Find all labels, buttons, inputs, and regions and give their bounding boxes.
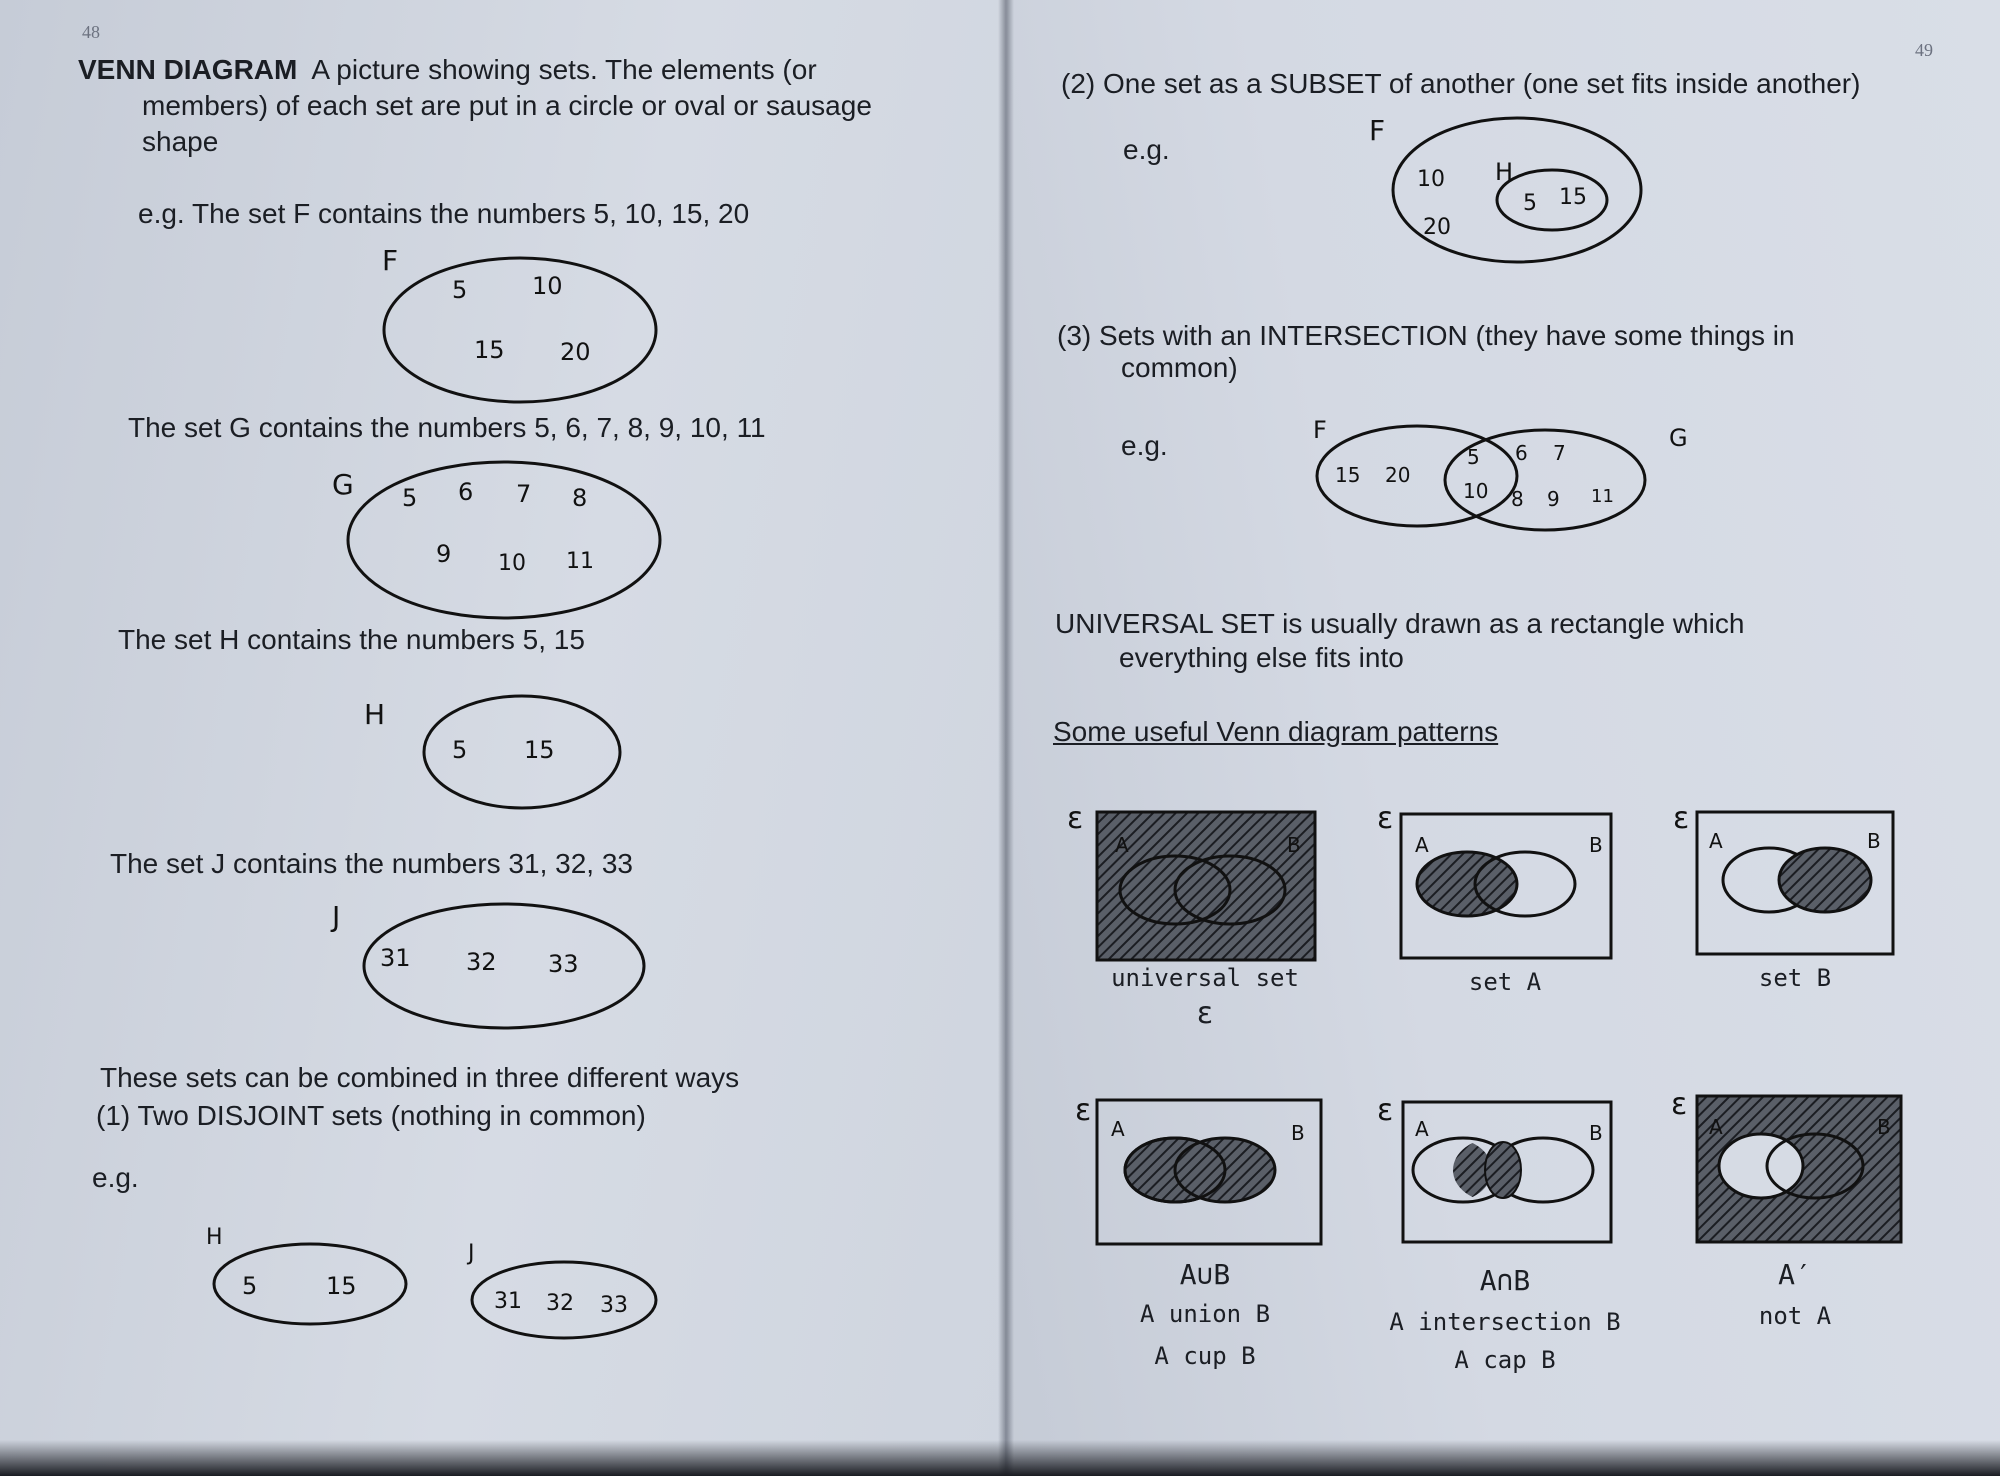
table-edge-shadow xyxy=(0,1440,2000,1476)
set-j-element: 33 xyxy=(548,950,579,978)
subset-outer-element: 20 xyxy=(1423,215,1451,240)
disjoint-h-element: 15 xyxy=(326,1272,357,1300)
intersection-right-label: G xyxy=(1669,424,1688,452)
set-f-element: 15 xyxy=(474,336,505,364)
caption-set-b: set B xyxy=(1758,964,1832,992)
caption-union-words: A union B xyxy=(1139,1300,1271,1328)
intersection-diagram xyxy=(1305,414,1695,544)
venn-definition-line2: members) of each set are put in a circle or oval or sausage xyxy=(142,90,872,121)
disjoint-j-element: 31 xyxy=(494,1289,522,1314)
intersection-right-element: 6 xyxy=(1515,441,1528,465)
disjoint-j-label: J xyxy=(468,1241,475,1266)
set-j-oval-diagram xyxy=(326,892,646,1042)
subset-diagram xyxy=(1365,110,1645,272)
set-g-element: 10 xyxy=(498,551,526,576)
intersection-right-element: 8 xyxy=(1511,487,1524,511)
intersection-heading-line2: common) xyxy=(1121,352,1238,383)
set-h-label: H xyxy=(364,698,386,731)
page-number-left: 48 xyxy=(82,22,100,42)
set-g-oval-diagram xyxy=(322,448,672,626)
intersection-left-element: 20 xyxy=(1385,463,1411,487)
universal-symbol: ε xyxy=(1067,801,1084,836)
disjoint-h-label: H xyxy=(206,1226,223,1250)
definition-text: A picture showing sets. The elements (or xyxy=(311,54,817,85)
caption-intersection-cap: A cap B xyxy=(1454,1346,1556,1374)
caption-intersection-words: A intersection B xyxy=(1389,1308,1621,1336)
subset-inner-label: H xyxy=(1495,158,1514,186)
pattern6-b-label: B xyxy=(1877,1115,1891,1139)
pattern4-b-label: B xyxy=(1291,1121,1305,1145)
caption-intersection-symbol: A∩B xyxy=(1479,1264,1531,1297)
definition-term: VENN DIAGRAM xyxy=(78,54,298,85)
caption-universal-symbol: ε xyxy=(1196,996,1214,1031)
set-h-oval-diagram xyxy=(352,684,628,824)
set-g-element: 5 xyxy=(402,484,418,512)
pattern-universal-shaded xyxy=(1097,812,1315,960)
caption-universal-set: universal set xyxy=(1111,964,1299,992)
caption-not-a-words: not A xyxy=(1758,1302,1832,1330)
pattern5-b-label: B xyxy=(1589,1121,1603,1145)
set-g-text: The set G contains the numbers 5, 6, 7, 8, 9, 10, 11 xyxy=(128,412,766,443)
pattern6-a-label: A xyxy=(1709,1115,1723,1139)
set-h-element: 5 xyxy=(452,736,468,764)
intersection-common-element: 10 xyxy=(1463,479,1489,503)
set-j-text: The set J contains the numbers 31, 32, 33 xyxy=(110,848,633,879)
set-g-element: 9 xyxy=(436,540,452,568)
disjoint-eg-label: e.g. xyxy=(92,1162,139,1193)
intersection-right-element: 9 xyxy=(1547,487,1560,511)
set-j-label: J xyxy=(332,900,341,933)
intersection-left-label: F xyxy=(1313,416,1327,444)
disjoint-h-element: 5 xyxy=(242,1272,258,1300)
subset-outer-element: 10 xyxy=(1417,167,1445,192)
caption-union-symbol: A∪B xyxy=(1179,1258,1231,1291)
set-f-element: 5 xyxy=(452,276,468,304)
intersection-heading-line1: (3) Sets with an INTERSECTION (they have some things in xyxy=(1057,320,1795,351)
subset-inner-element: 15 xyxy=(1559,185,1587,210)
combine-text-line2: (1) Two DISJOINT sets (nothing in common) xyxy=(96,1100,646,1131)
pattern1-b-label: B xyxy=(1287,833,1301,857)
subset-inner-element: 5 xyxy=(1523,191,1537,216)
venn-definition-line1 xyxy=(78,52,817,88)
set-g-element: 6 xyxy=(458,478,474,506)
disjoint-sets-diagram xyxy=(196,1226,676,1346)
pattern1-a-label: A xyxy=(1115,833,1129,857)
intersection-common-element: 5 xyxy=(1467,445,1480,469)
set-f-element: 10 xyxy=(532,272,563,300)
patterns-heading: Some useful Venn diagram patterns xyxy=(1053,716,1499,747)
set-f-label: F xyxy=(382,244,399,277)
set-j-element: 32 xyxy=(466,948,497,976)
set-f-oval-diagram xyxy=(360,240,670,410)
page-number-right: 49 xyxy=(1915,40,1933,60)
book-gutter xyxy=(998,0,1014,1476)
combine-text-line1: These sets can be combined in three different ways xyxy=(100,1062,740,1093)
intersection-left-element: 15 xyxy=(1335,463,1361,487)
universal-symbol: ε xyxy=(1377,1093,1394,1128)
pattern2-b-label: B xyxy=(1589,833,1603,857)
universal-symbol: ε xyxy=(1075,1093,1092,1128)
set-g-element: 11 xyxy=(566,549,594,574)
pattern-set-b-shaded xyxy=(1779,848,1871,912)
set-g-element: 7 xyxy=(516,480,532,508)
intersection-right-element: 7 xyxy=(1553,441,1566,465)
example-set-f-text: e.g. The set F contains the numbers 5, 10, 15, 20 xyxy=(138,198,750,229)
universal-symbol: ε xyxy=(1673,801,1690,836)
caption-set-a: set A xyxy=(1468,968,1542,996)
intersection-right-element: 11 xyxy=(1591,486,1614,507)
universal-symbol: ε xyxy=(1671,1087,1688,1122)
set-h-text: The set H contains the numbers 5, 15 xyxy=(118,624,585,655)
pattern3-b-label: B xyxy=(1867,829,1881,853)
pattern5-a-label: A xyxy=(1415,1117,1429,1141)
set-f-element: 20 xyxy=(560,338,591,366)
universal-set-line2: everything else fits into xyxy=(1119,642,1404,673)
subset-eg-label: e.g. xyxy=(1123,134,1170,165)
pattern2-a-label: A xyxy=(1415,833,1429,857)
intersection-eg-label: e.g. xyxy=(1121,430,1168,461)
set-j-element: 31 xyxy=(380,944,411,972)
subset-outer-label: F xyxy=(1369,114,1386,147)
pattern3-a-label: A xyxy=(1709,829,1723,853)
pattern4-a-label: A xyxy=(1111,1117,1125,1141)
caption-union-cup: A cup B xyxy=(1154,1342,1256,1370)
set-h-element: 15 xyxy=(524,736,555,764)
universal-set-line1: UNIVERSAL SET is usually drawn as a rectangle which xyxy=(1055,608,1745,639)
subset-heading: (2) One set as a SUBSET of another (one set fits inside another) xyxy=(1061,68,1861,99)
caption-not-a-symbol: A′ xyxy=(1778,1258,1812,1291)
set-g-label: G xyxy=(332,468,354,501)
set-g-element: 8 xyxy=(572,484,588,512)
venn-definition-line3: shape xyxy=(142,126,219,157)
disjoint-j-element: 33 xyxy=(600,1293,628,1318)
pattern-set-a-shaded xyxy=(1417,852,1517,916)
disjoint-j-element: 32 xyxy=(546,1291,574,1316)
right-page xyxy=(1005,0,2000,1476)
universal-symbol: ε xyxy=(1377,801,1394,836)
